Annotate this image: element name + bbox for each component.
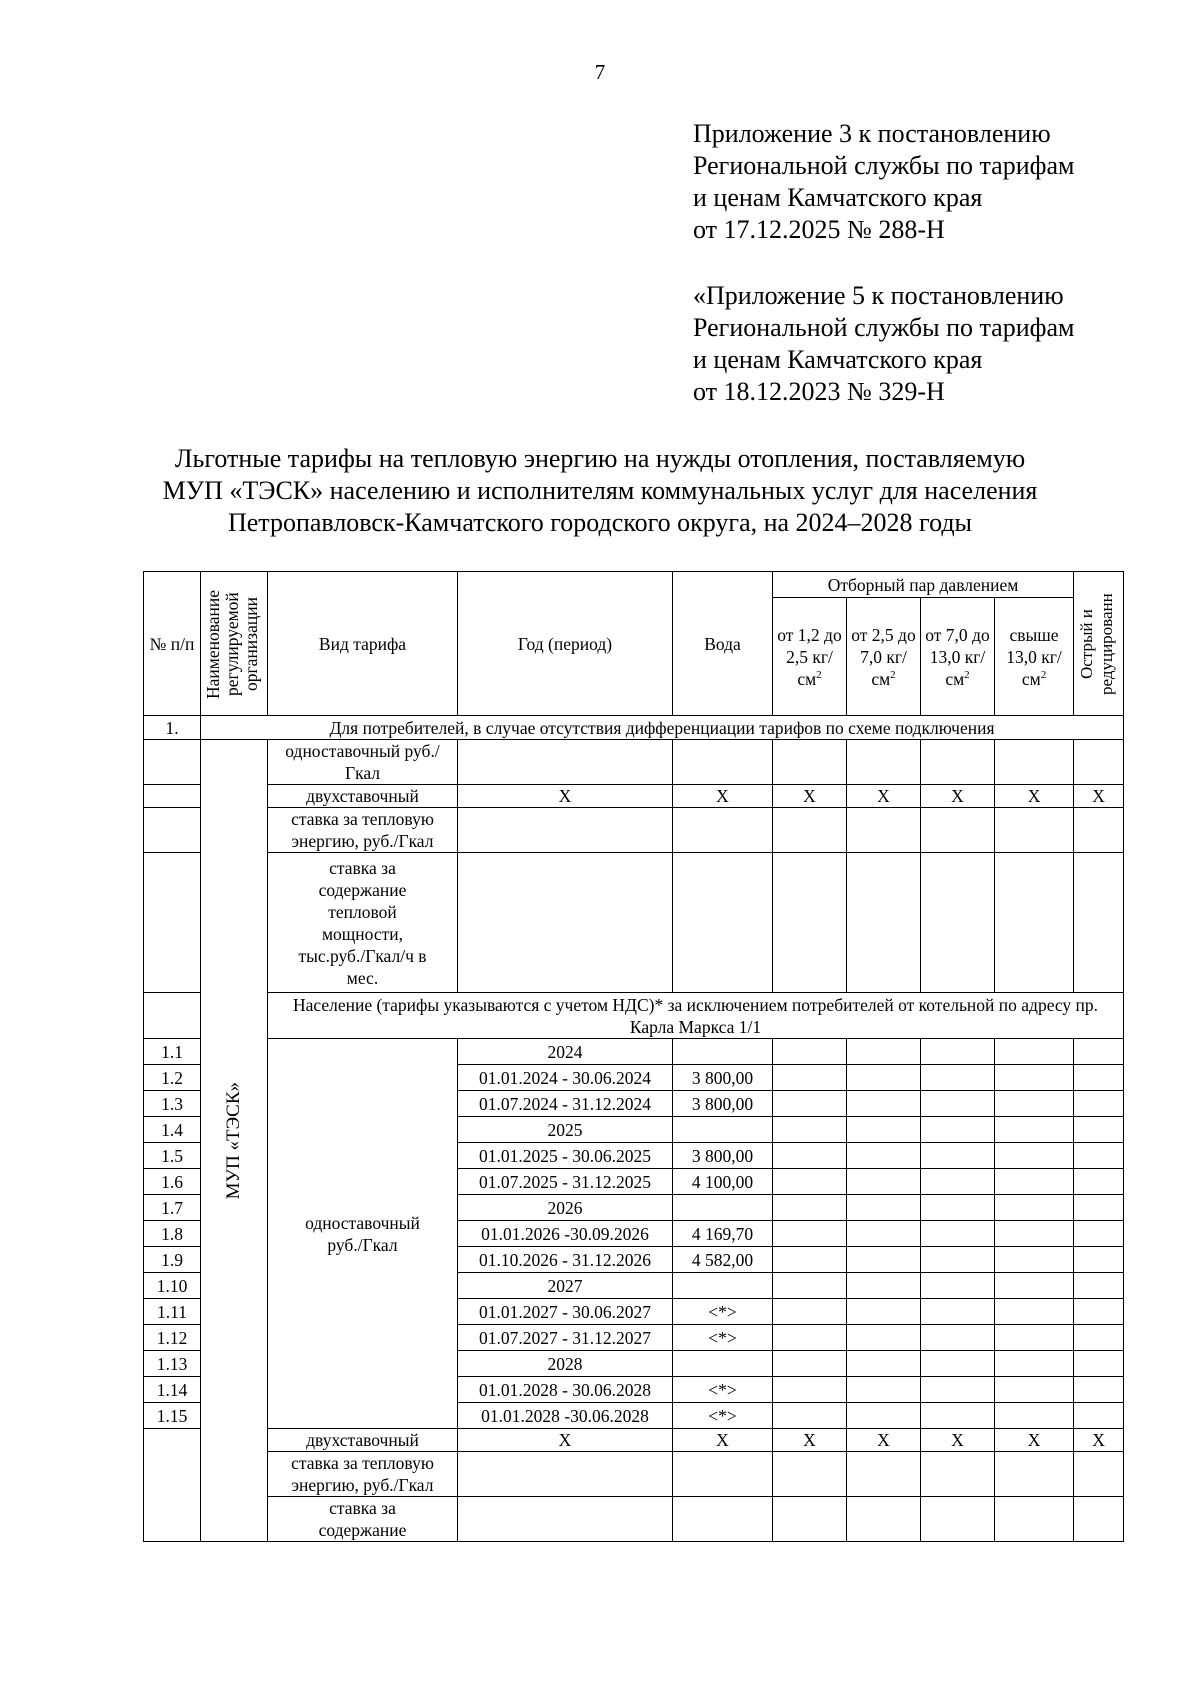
- period-cell: 2026: [458, 1195, 673, 1221]
- row-num: 1.10: [144, 1273, 201, 1299]
- water-cell: [673, 1117, 773, 1143]
- row-num: 1.7: [144, 1195, 201, 1221]
- x-cell: X: [995, 1429, 1074, 1452]
- header-num: № п/п: [144, 572, 201, 716]
- row-num: 1.3: [144, 1091, 201, 1117]
- title-line: Петропавловск-Камчатского городского округа, на 2024–2028 годы: [227, 508, 973, 537]
- section-label: Для потребителей, в случае отсутствия дифференциации тарифов по схеме подключения: [201, 716, 1124, 740]
- water-cell: 4 582,00: [673, 1247, 773, 1273]
- table-row: [144, 716, 1124, 740]
- period-cell: 01.07.2027 - 31.12.2027: [458, 1325, 673, 1351]
- period-cell: 2027: [458, 1273, 673, 1299]
- header-steam-4-text: свыше 13,0 кг/см: [1006, 624, 1062, 689]
- superscript: 2: [890, 668, 896, 681]
- tariff-type-cell: одноставочный руб./Гкал: [268, 740, 458, 785]
- row-num: 1.11: [144, 1299, 201, 1325]
- header-tariff-type: Вид тарифа: [268, 572, 458, 716]
- population-label: Население (тарифы указываются с учетом НДС)* за исключением потребителей от котельной по адресу пр. Карла Маркса 1/1: [268, 993, 1124, 1039]
- water-cell: [673, 1195, 773, 1221]
- tariff-type-cell: двухставочный: [268, 785, 458, 808]
- row-num: 1.14: [144, 1377, 201, 1403]
- water-cell: 3 800,00: [673, 1065, 773, 1091]
- appendix-line: Приложение 3 к постановлению: [693, 119, 1051, 148]
- org-cell: [201, 740, 268, 1542]
- period-cell: 01.01.2028 -30.06.2028: [458, 1403, 673, 1429]
- water-cell: [673, 1351, 773, 1377]
- water-cell: 3 800,00: [673, 1143, 773, 1169]
- header-org-text: Наименование регулируемой организации: [203, 588, 261, 699]
- header-steam-2: [847, 598, 921, 716]
- row-num: 1.4: [144, 1117, 201, 1143]
- header-steam-2-text: от 2,5 до 7,0 кг/см: [851, 624, 916, 689]
- title-line: МУП «ТЭСК» населению и исполнителям коммунальных услуг для населения: [162, 476, 1038, 505]
- tariff-type-cell: ставка за тепловую энергию, руб./Гкал: [268, 1452, 458, 1497]
- superscript: 2: [816, 668, 822, 681]
- header-sharp-text: Острый и редуцированн: [1076, 592, 1116, 695]
- appendix-line: и ценам Камчатского края: [693, 345, 983, 374]
- document-title: [0, 443, 1200, 539]
- capacity-rate-text: ставка за содержание: [318, 1498, 407, 1540]
- table-row: [144, 853, 1124, 993]
- org-name: МУП «ТЭСК»: [223, 1081, 244, 1200]
- period-cell: 01.01.2027 - 30.06.2027: [458, 1299, 673, 1325]
- table-row: [144, 1429, 1124, 1452]
- superscript: 2: [964, 668, 970, 681]
- period-cell: 01.10.2026 - 31.12.2026: [458, 1247, 673, 1273]
- water-cell: <*>: [673, 1377, 773, 1403]
- period-cell: 2025: [458, 1117, 673, 1143]
- row-num: 1.8: [144, 1221, 201, 1247]
- tariff-type-cell: [268, 853, 458, 993]
- x-cell: X: [673, 785, 773, 808]
- x-cell: X: [458, 785, 673, 808]
- tariff-type-cell: [268, 1497, 458, 1542]
- x-cell: X: [921, 785, 995, 808]
- table-row: [144, 993, 1124, 1039]
- header-sharp: [1074, 572, 1124, 716]
- appendix-reference-current: [693, 118, 1074, 246]
- header-steam-1-text: от 1,2 до 2,5 кг/см: [777, 624, 842, 689]
- water-cell: <*>: [673, 1325, 773, 1351]
- period-cell: 01.01.2025 - 30.06.2025: [458, 1143, 673, 1169]
- x-cell: X: [1074, 785, 1124, 808]
- row-num: 1.12: [144, 1325, 201, 1351]
- tariff-type-cell: ставка за тепловую энергию, руб./Гкал: [268, 808, 458, 853]
- period-cell: 01.01.2024 - 30.06.2024: [458, 1065, 673, 1091]
- x-cell: X: [847, 1429, 921, 1452]
- x-cell: X: [673, 1429, 773, 1452]
- period-cell: 01.07.2024 - 31.12.2024: [458, 1091, 673, 1117]
- row-num: 1.1: [144, 1039, 201, 1065]
- row-num: 1.13: [144, 1351, 201, 1377]
- appendix-line: «Приложение 5 к постановлению: [693, 281, 1064, 310]
- table-row: [144, 1497, 1124, 1542]
- appendix-line: Региональной службы по тарифам: [693, 151, 1075, 180]
- period-cell: 01.07.2025 - 31.12.2025: [458, 1169, 673, 1195]
- water-cell: 4 100,00: [673, 1169, 773, 1195]
- period-cell: 2028: [458, 1351, 673, 1377]
- water-cell: <*>: [673, 1299, 773, 1325]
- header-org: [201, 572, 268, 716]
- appendix-line: и ценам Камчатского края: [693, 183, 983, 212]
- header-year: [458, 572, 673, 716]
- x-cell: X: [995, 785, 1074, 808]
- tariff-type-cell: двухставочный: [268, 1429, 458, 1452]
- capacity-rate-text: ставка за содержание тепловой мощности, тыс.руб./Гкал/ч в мес.: [298, 857, 427, 988]
- tariff-type-cell: одноставочный руб./Гкал: [268, 1039, 458, 1429]
- header-steam-3-text: от 7,0 до 13,0 кг/см: [925, 624, 990, 689]
- water-cell: [673, 1039, 773, 1065]
- table-row: [144, 808, 1124, 853]
- header-steam-4: [995, 598, 1074, 716]
- table-row: [144, 1039, 1124, 1065]
- x-cell: X: [847, 785, 921, 808]
- section-num: 1.: [144, 716, 201, 740]
- row-num: 1.2: [144, 1065, 201, 1091]
- superscript: 2: [1040, 668, 1047, 681]
- header-steam-3: [921, 598, 995, 716]
- x-cell: X: [1074, 1429, 1124, 1452]
- x-cell: X: [773, 785, 847, 808]
- water-cell: 3 800,00: [673, 1091, 773, 1117]
- water-cell: 4 169,70: [673, 1221, 773, 1247]
- period-cell: 01.01.2026 -30.09.2026: [458, 1221, 673, 1247]
- title-line: Льготные тарифы на тепловую энергию на нужды отопления, поставляемую: [174, 444, 1026, 473]
- table-row: [144, 740, 1124, 785]
- table-row: [144, 1452, 1124, 1497]
- x-cell: X: [773, 1429, 847, 1452]
- tariff-table: [143, 571, 1124, 1542]
- row-num: 1.5: [144, 1143, 201, 1169]
- appendix-line: Региональной службы по тарифам: [693, 313, 1075, 342]
- table-row: [144, 785, 1124, 808]
- appendix-reference-original: [693, 280, 1074, 408]
- appendix-line: от 17.12.2025 № 288-Н: [693, 215, 945, 244]
- water-cell: [673, 1273, 773, 1299]
- page-number: 7: [594, 60, 606, 84]
- appendix-line: от 18.12.2023 № 329-Н: [693, 377, 945, 406]
- period-cell: 01.01.2028 - 30.06.2028: [458, 1377, 673, 1403]
- x-cell: X: [921, 1429, 995, 1452]
- row-num: 1.9: [144, 1247, 201, 1273]
- x-cell: X: [458, 1429, 673, 1452]
- header-steam-group: Отборный пар давлением: [773, 572, 1074, 598]
- header-year-text: Год (период): [517, 633, 613, 654]
- header-water: Вода: [673, 572, 773, 716]
- water-cell: <*>: [673, 1403, 773, 1429]
- period-cell: 2024: [458, 1039, 673, 1065]
- header-steam-1: [773, 598, 847, 716]
- row-num: 1.15: [144, 1403, 201, 1429]
- row-num: 1.6: [144, 1169, 201, 1195]
